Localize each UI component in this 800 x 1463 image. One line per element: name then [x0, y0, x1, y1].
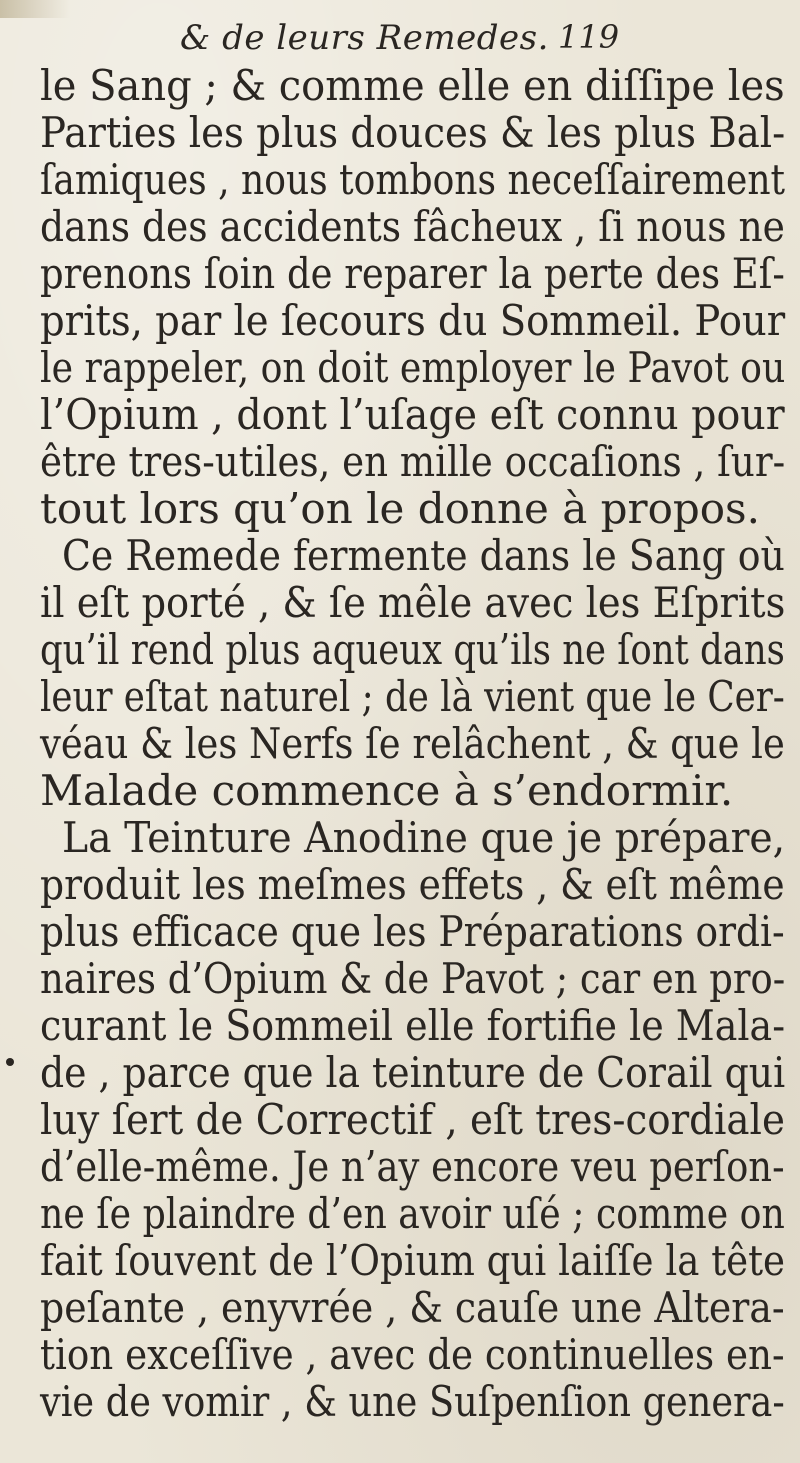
- text-line: vie de vomir , & une Suſpenſion genera-: [40, 1377, 785, 1426]
- text-line: luy ſert de Correctif , eſt tres-cordiale: [40, 1095, 785, 1144]
- text-line: qu’il rend plus aqueux qu’ils ne ſont dans: [40, 625, 785, 674]
- text-line: de , parce que la teinture de Corail qui: [40, 1048, 786, 1097]
- page-number: 119: [558, 18, 620, 56]
- text-line: tout lors qu’on le donne à propos.: [40, 484, 760, 533]
- text-line: il eſt porté , & ſe mêle avec les Eſprits: [40, 578, 786, 627]
- text-line: Parties les plus douces & les plus Bal-: [40, 108, 786, 157]
- text-line: le rappeler, on doit employer le Pavot ou: [40, 343, 786, 392]
- text-line: leur eſtat naturel ; de là vient que le Cer-: [40, 672, 785, 721]
- text-line: plus efficace que les Préparations ordi-: [40, 907, 785, 956]
- text-line: être tres-utiles, en mille occaſions , ſur-: [40, 437, 786, 486]
- text-line: d’elle-même. Je n’ay encore veu perſon-: [40, 1142, 785, 1191]
- margin-mark: [6, 1058, 14, 1066]
- text-line: prits, par le ſecours du Sommeil. Pour: [40, 296, 786, 345]
- text-line: véau & les Nerfs ſe relâchent , & que le: [40, 719, 785, 768]
- text-line: peſante , enyvrée , & cauſe une Altera-: [40, 1283, 785, 1332]
- text-line: ne ſe plaindre d’en avoir uſé ; comme on: [40, 1189, 785, 1238]
- text-line: dans des accidents fâcheux , ſi nous ne: [40, 202, 785, 251]
- text-line: curant le Sommeil elle fortifie le Mala-: [40, 1001, 786, 1050]
- text-line: prenons ſoin de reparer la perte des Eſ-: [40, 249, 785, 298]
- page-header: [0, 10, 800, 60]
- text-line: l’Opium , dont l’uſage eſt connu pour: [40, 390, 785, 439]
- text-line: le Sang ; & comme elle en diſſipe les: [40, 61, 785, 110]
- text-line: Ce Remede fermente dans le Sang où: [62, 531, 785, 580]
- text-line: tion exceſſive , avec de continuelles en-: [40, 1330, 785, 1379]
- text-line: naires d’Opium & de Pavot ; car en pro-: [40, 954, 786, 1003]
- text-line: La Teinture Anodine que je prépare,: [62, 813, 786, 862]
- text-line: Malade commence à s’endormir.: [40, 766, 734, 815]
- running-title: & de leurs Remedes.: [180, 18, 549, 58]
- text-line: fait ſouvent de l’Opium qui laiſſe la tête: [40, 1236, 786, 1285]
- text-line: ſamiques , nous tombons neceſſairement: [40, 155, 786, 204]
- text-line: produit les meſmes effets , & eſt même: [40, 860, 785, 909]
